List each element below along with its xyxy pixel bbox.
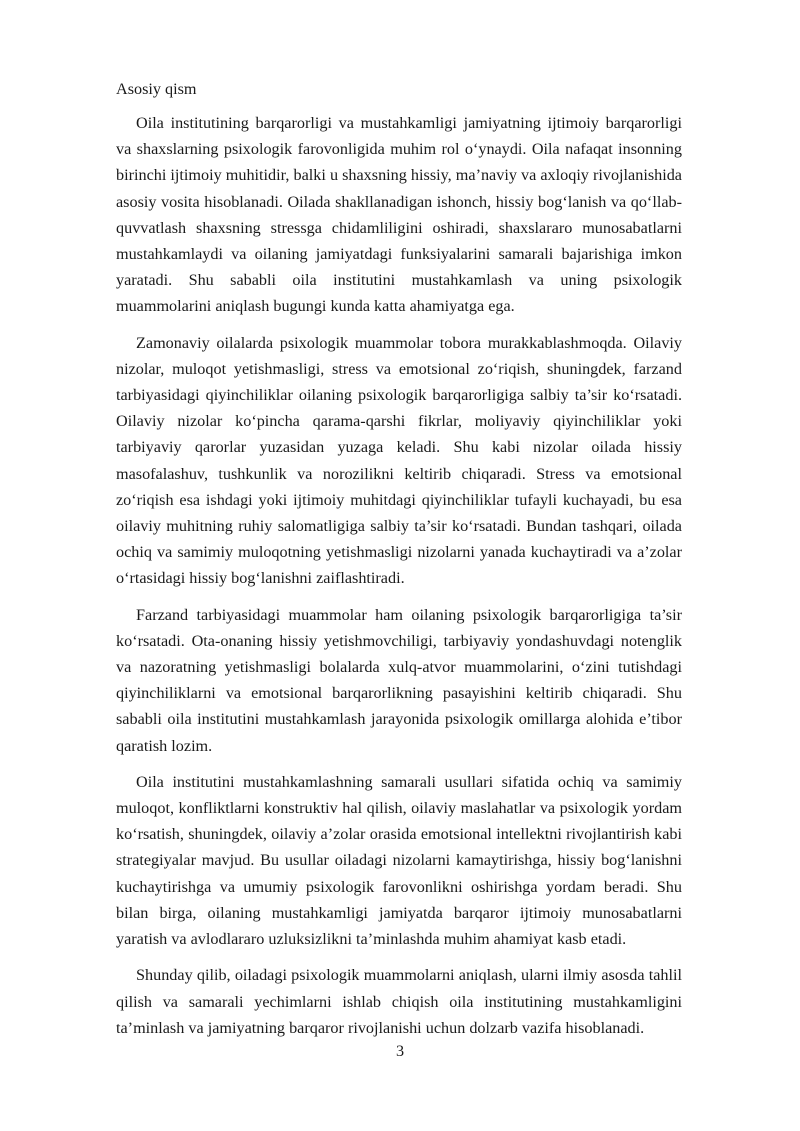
document-page [116,76,682,1051]
paragraph-conclusion: Shunday qilib, oiladagi psixologik muammolarni aniqlash, ularni ilmiy asosda tahlil qilish va samarali yechimlarni ishlab chiqish oila institutining mustahkamligini ta’minlash va jamiyatning barqaror rivojlanishi uchun dolzarb vazifa hisoblanadi. [116,966,682,1037]
paragraph-child-upbringing: Farzand tarbiyasidagi muammolar ham oilaning psixologik barqarorligiga ta’sir ko‘rsatadi. Ota-onaning hissiy yetishmovchiligi, tarbiyaviy yondashuvdagi notenglik va nazoratning yetishmasligi bolalarda xulq-atvor muammolarini, o‘zini tutishdagi qiyinchiliklarni va emotsional barqarorlikning pasayishini keltirib chiqaradi. Shu sababli oila institutini mustahkamlash jarayonida psixologik omillarga alohida e’tibor qaratish lozim. [116,605,682,755]
paragraph-intro: Oila institutining barqarorligi va mustahkamligi jamiyatning ijtimoiy barqarorligi va shaxslarning psixologik farovonligida muhim rol o‘ynaydi. Oila nafaqat insonning birinchi ijtimoiy muhitidir, balki u shaxsning hissiy, ma’naviy va axloqiy rivojlanishida asosiy vosita hisoblanadi. Oilada shakllanadigan ishonch, hissiy bog‘lanish va qo‘llab-quvvatlash shaxsning stressga chidamliligini oshiradi, shaxslararo munosabatlarni mustahkamlaydi va oilaning jamiyatdagi funksiyalarini samarali bajarishiga imkon yaratadi. Shu sababli oila institutini mustahkamlash va uning psixologik muammolarini aniqlash bugungi kunda katta ahamiyatga ega. [116,114,682,316]
paragraph-modern-problems: Zamonaviy oilalarda psixologik muammolar tobora murakkablashmoqda. Oilaviy nizolar, muloqot yetishmasligi, stress va emotsional zo‘riqish, shuningdek, farzand tarbiyasidagi qiyinchiliklar oilaning psixologik barqarorligiga salbiy ta’sir ko‘rsatadi. Oilaviy nizolar ko‘pincha qarama-qarshi fikrlar, moliyaviy qiyinchiliklar yoki tarbiyaviy qarorlar yuzasidan yuzaga keladi. Shu kabi nizolar oilada hissiy masofalashuv, tushkunlik va norozilikni keltirib chiqaradi. Stress va emotsional zo‘riqish esa ishdagi yoki ijtimoiy muhitdagi qiyinchiliklar tufayli kuchayadi, bu esa oilaviy muhitning ruhiy salomatligiga salbiy ta’sir ko‘rsatadi. Bundan tashqari, oilada ochiq va samimiy muloqotning yetishmasligi nizolarni yanada kuchaytiradi va a’zolar o‘rtasidagi hissiy bog‘lanishni zaiflashtiradi. [116,333,682,588]
paragraph-strengthening-methods: Oila institutini mustahkamlashning samarali usullari sifatida ochiq va samimiy muloqot, konfliktlarni konstruktiv hal qilish, oilaviy maslahatlar va psixologik yordam ko‘rsatish, shuningdek, oilaviy a’zolar orasida emotsional intellektni rivojlantirish kabi strategiyalar mavjud. Bu usullar oiladagi nizolarni kamaytirishga, hissiy bog‘lanishni kuchaytirishga va umumiy psixologik farovonlikni oshirishga yordam beradi. Shu bilan birga, oilaning mustahkamligi jamiyatda barqaror ijtimoiy munosabatlarni yaratish va avlodlararo uzluksizlikni ta’minlashda muhim ahamiyat kasb etadi. [116,772,682,949]
page-number: 3 [395,1042,405,1060]
section-heading: Asosiy qism [116,80,197,98]
